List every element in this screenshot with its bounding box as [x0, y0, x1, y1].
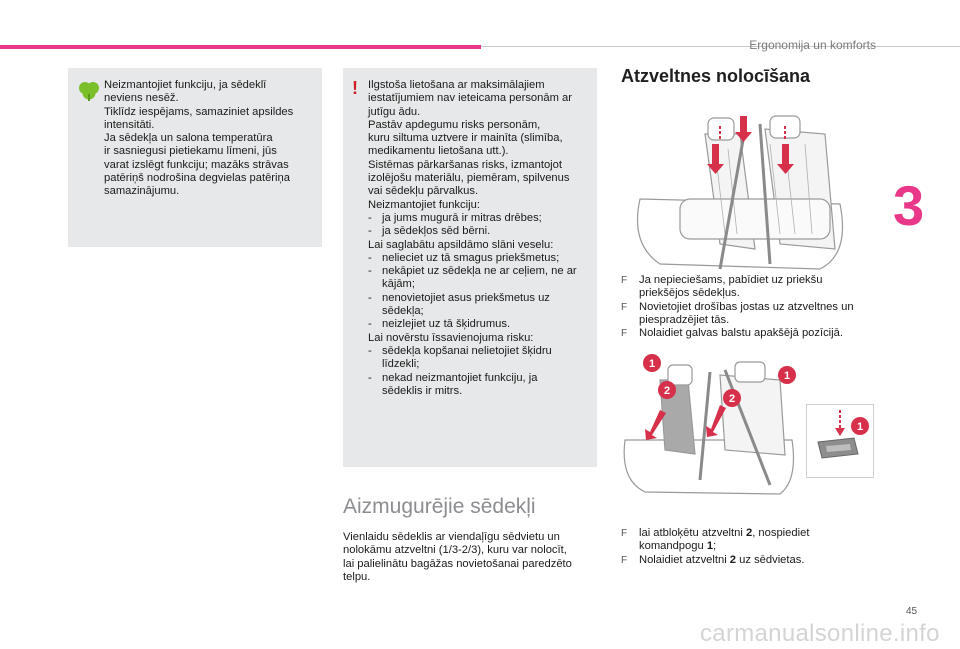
checkbox-glyph-icon: F: [621, 528, 628, 539]
callout-2b: 2: [728, 393, 736, 405]
release-button-inset: [806, 404, 874, 478]
warning-list-3: [368, 345, 589, 398]
warning-mid2-text: Lai novērstu īssavienojuma risku:: [368, 331, 534, 344]
list-item: - nekāpiet uz sēdekļa ne ar ceļiem, ne ar kājām;: [368, 265, 577, 291]
list-item: - nenovietojiet asus priekšmetus uz sēdekļa;: [368, 291, 550, 318]
list-item: - sēdekļa kopšanai nelietojiet šķidru līdzekli;: [368, 344, 552, 371]
header-rule: [481, 46, 960, 47]
list-item: - nekad neizmantojiet funkciju, ja sēdeklis ir mitrs.: [368, 371, 538, 397]
fold-steps-list-2: [621, 527, 881, 567]
chapter-number: 3: [893, 174, 925, 237]
list-item: - neizlejiet uz tā šķidrumus.: [368, 318, 511, 331]
leaf-icon: [78, 80, 100, 102]
checkbox-glyph-icon: F: [621, 554, 628, 566]
page-section-title: Ergonomija un komforts: [749, 38, 876, 52]
list-item: F Novietojiet drošības jostas uz atzveltnes un piespradzējiet tās.: [621, 300, 854, 326]
callout-1c: 1: [856, 421, 864, 433]
eco-tip-text: Neizmantojiet funkciju, ja sēdeklī neviens nesēž. Tiklīdz iespējams, samaziniet apsildes intensitāti. Ja sēdekļa un salona temperatūra ir sasniegusi pietiekamu līmeni, jūs varat izslēgt funkciju; mazāks strāvas patēriņš nodrošina degvielas patēriņa samazinājumu.: [104, 79, 294, 198]
callout-1: 1: [648, 358, 656, 370]
warning-list-1: [368, 212, 589, 239]
list-item: F Nolaidiet atzveltni 2 uz sēdvietas.: [621, 553, 805, 566]
header-accent-bar: [0, 45, 481, 49]
fold-back-heading: Atzveltnes nolocīšana: [621, 66, 811, 86]
rear-seats-heading: Aizmugurējie sēdekļi: [343, 495, 536, 518]
list-item: - nelieciet uz tā smagus priekšmetus;: [368, 251, 560, 264]
callout-2: 2: [663, 385, 671, 397]
checkbox-glyph-icon: F: [621, 301, 628, 313]
list-item: F Nolaidiet galvas balstu apakšējā pozīcijā.: [621, 327, 843, 340]
seat-fold-illustration: [620, 350, 800, 495]
list-item: - ja sēdekļos sēd bērni.: [368, 225, 491, 238]
exclamation-icon: !: [352, 78, 358, 98]
warning-box: [343, 68, 597, 467]
warning-mid-text: Lai saglabātu apsildāmo slāni veselu:: [368, 238, 554, 251]
checkbox-glyph-icon: F: [621, 328, 628, 340]
rear-seats-text: Vienlaidu sēdeklis ar viendaļīgu sēdvietu un nolokāmu atzveltni (1/3-2/3), kuru var nolocīt, lai palielinātu bagāžas novietošanai paredzēto telpu.: [343, 531, 572, 583]
checkbox-glyph-icon: F: [621, 275, 628, 286]
list-item: - ja jums mugurā ir mitras drēbes;: [368, 211, 542, 224]
list-item: F Ja nepieciešams, pabīdiet uz priekšu priekšējos sēdekļus.: [621, 274, 823, 300]
page-number: 45: [906, 606, 918, 617]
watermark: carmanualsonline.info: [700, 620, 940, 647]
fold-steps-list-1: [621, 274, 881, 340]
warning-list-2: [368, 252, 589, 332]
list-item: F lai atbloķētu atzveltni 2, nospiediet komandpogu 1;: [621, 527, 810, 553]
warning-intro: Ilgstoša lietošana ar maksimālajiem iestatījumiem nav ieteicama personām ar jutīgu ādu. Pastāv apdegumu risks personām, kuru siltuma uztvere ir mainīta (slimība, medikamentu lietošana utt.). Sistēmas pārkaršanas risks, izmantojot izolējošu materiālu, piemēram, spilvenus vai sēdekļu pārvalkus. Neizmantojiet funkciju:: [368, 79, 572, 211]
eco-tip-box: [68, 68, 322, 247]
callout-1b: 1: [783, 370, 791, 382]
rear-seat-illustration: [620, 104, 873, 274]
